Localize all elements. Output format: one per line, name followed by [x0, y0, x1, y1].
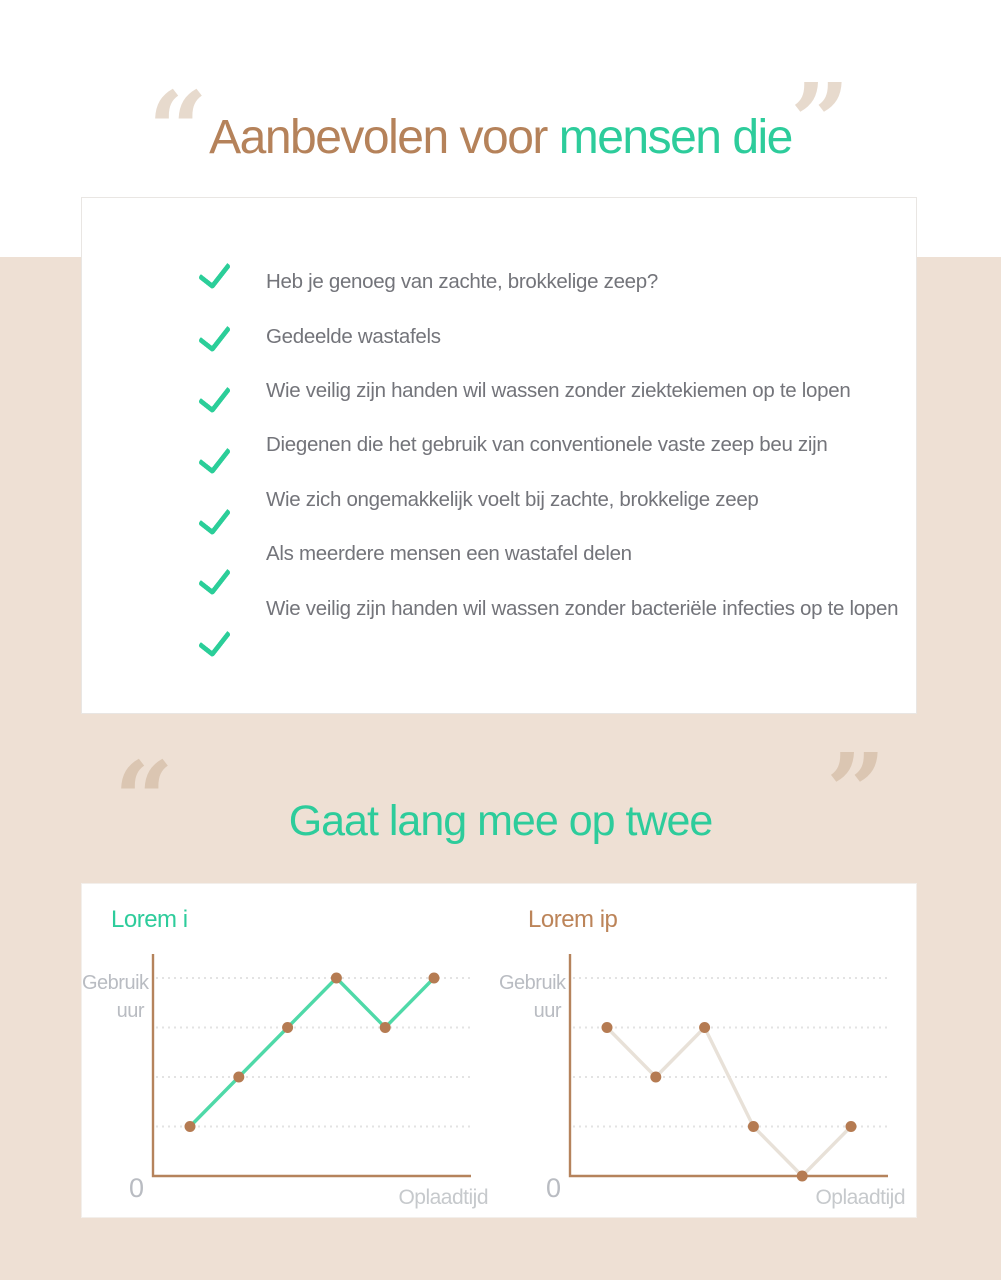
checklist-item-text: Wie veilig zijn handen wil wassen zonder ziektekiemen op te lopen [266, 378, 851, 402]
checklist [266, 255, 898, 636]
checklist-item-text: Gedeelde wastafels [266, 324, 441, 348]
checklist-item-text: Heb je genoeg van zachte, brokkelige zeep? [266, 270, 658, 294]
checklist-item [266, 418, 898, 472]
chart-origin-label: 0 [128, 1173, 144, 1203]
checklist-item [266, 364, 898, 418]
usage-chart-left [82, 884, 499, 1219]
checklist-item [266, 255, 898, 309]
chart-y-axis-label: Gebruik uur [82, 972, 149, 1022]
checklist-item [266, 309, 898, 363]
chart-axes [570, 954, 888, 1176]
recommended-heading-brown: Aanbevolen voor [209, 111, 559, 164]
chart-line [607, 1028, 851, 1177]
chart-point [797, 1171, 808, 1182]
open-quote-icon: “ [114, 738, 174, 861]
chart-point [282, 1022, 293, 1033]
chart-line [190, 978, 434, 1127]
chart-x-axis-label: Oplaadtijd [815, 1186, 905, 1209]
checkmark-icon [198, 502, 232, 536]
checkmark-icon [198, 256, 232, 290]
checkmark-icon [198, 319, 232, 353]
chart-origin-label: 0 [545, 1173, 561, 1203]
checklist-item [266, 581, 898, 635]
chart-point [650, 1072, 661, 1083]
chart-point [380, 1022, 391, 1033]
chart-x-axis-label: Oplaadtijd [398, 1186, 488, 1209]
chart-point [429, 973, 440, 984]
checklist-item [266, 527, 898, 581]
open-quote-icon: “ [148, 68, 208, 191]
chart-point [748, 1121, 759, 1132]
usage-chart-right [499, 884, 916, 1219]
checkmark-icon [198, 562, 232, 596]
checklist-item-text: Diegenen die het gebruik van conventionele vaste zeep beu zijn [266, 433, 828, 457]
chart-y-axis-label: Gebruik uur [499, 972, 566, 1022]
close-quote-icon: ” [826, 730, 886, 853]
checkmark-icon [198, 441, 232, 475]
chart-point [602, 1022, 613, 1033]
checklist-card [81, 197, 917, 714]
line-chart-svg [82, 884, 500, 1219]
checklist-item [266, 473, 898, 527]
checklist-item-text: Wie veilig zijn handen wil wassen zonder bacteriële infecties op te lopen [266, 596, 899, 620]
charts-card [81, 883, 917, 1218]
durability-heading: Gaat lang mee op twee [288, 797, 713, 845]
checklist-item-text: Als meerdere mensen een wastafel delen [266, 542, 632, 566]
chart-title: Lorem i [111, 906, 188, 933]
close-quote-icon: ” [790, 60, 850, 183]
line-chart-svg [499, 884, 917, 1219]
chart-point [233, 1072, 244, 1083]
checkmark-icon [198, 624, 232, 658]
recommended-heading-green: mensen die [558, 111, 792, 164]
chart-point [185, 1121, 196, 1132]
chart-title: Lorem ip [528, 906, 618, 933]
chart-point [699, 1022, 710, 1033]
chart-point [846, 1121, 857, 1132]
checkmark-icon [198, 380, 232, 414]
chart-point [331, 973, 342, 984]
recommended-heading [0, 110, 1001, 165]
checklist-item-text: Wie zich ongemakkelijk voelt bij zachte, brokkelige zeep [266, 487, 759, 511]
